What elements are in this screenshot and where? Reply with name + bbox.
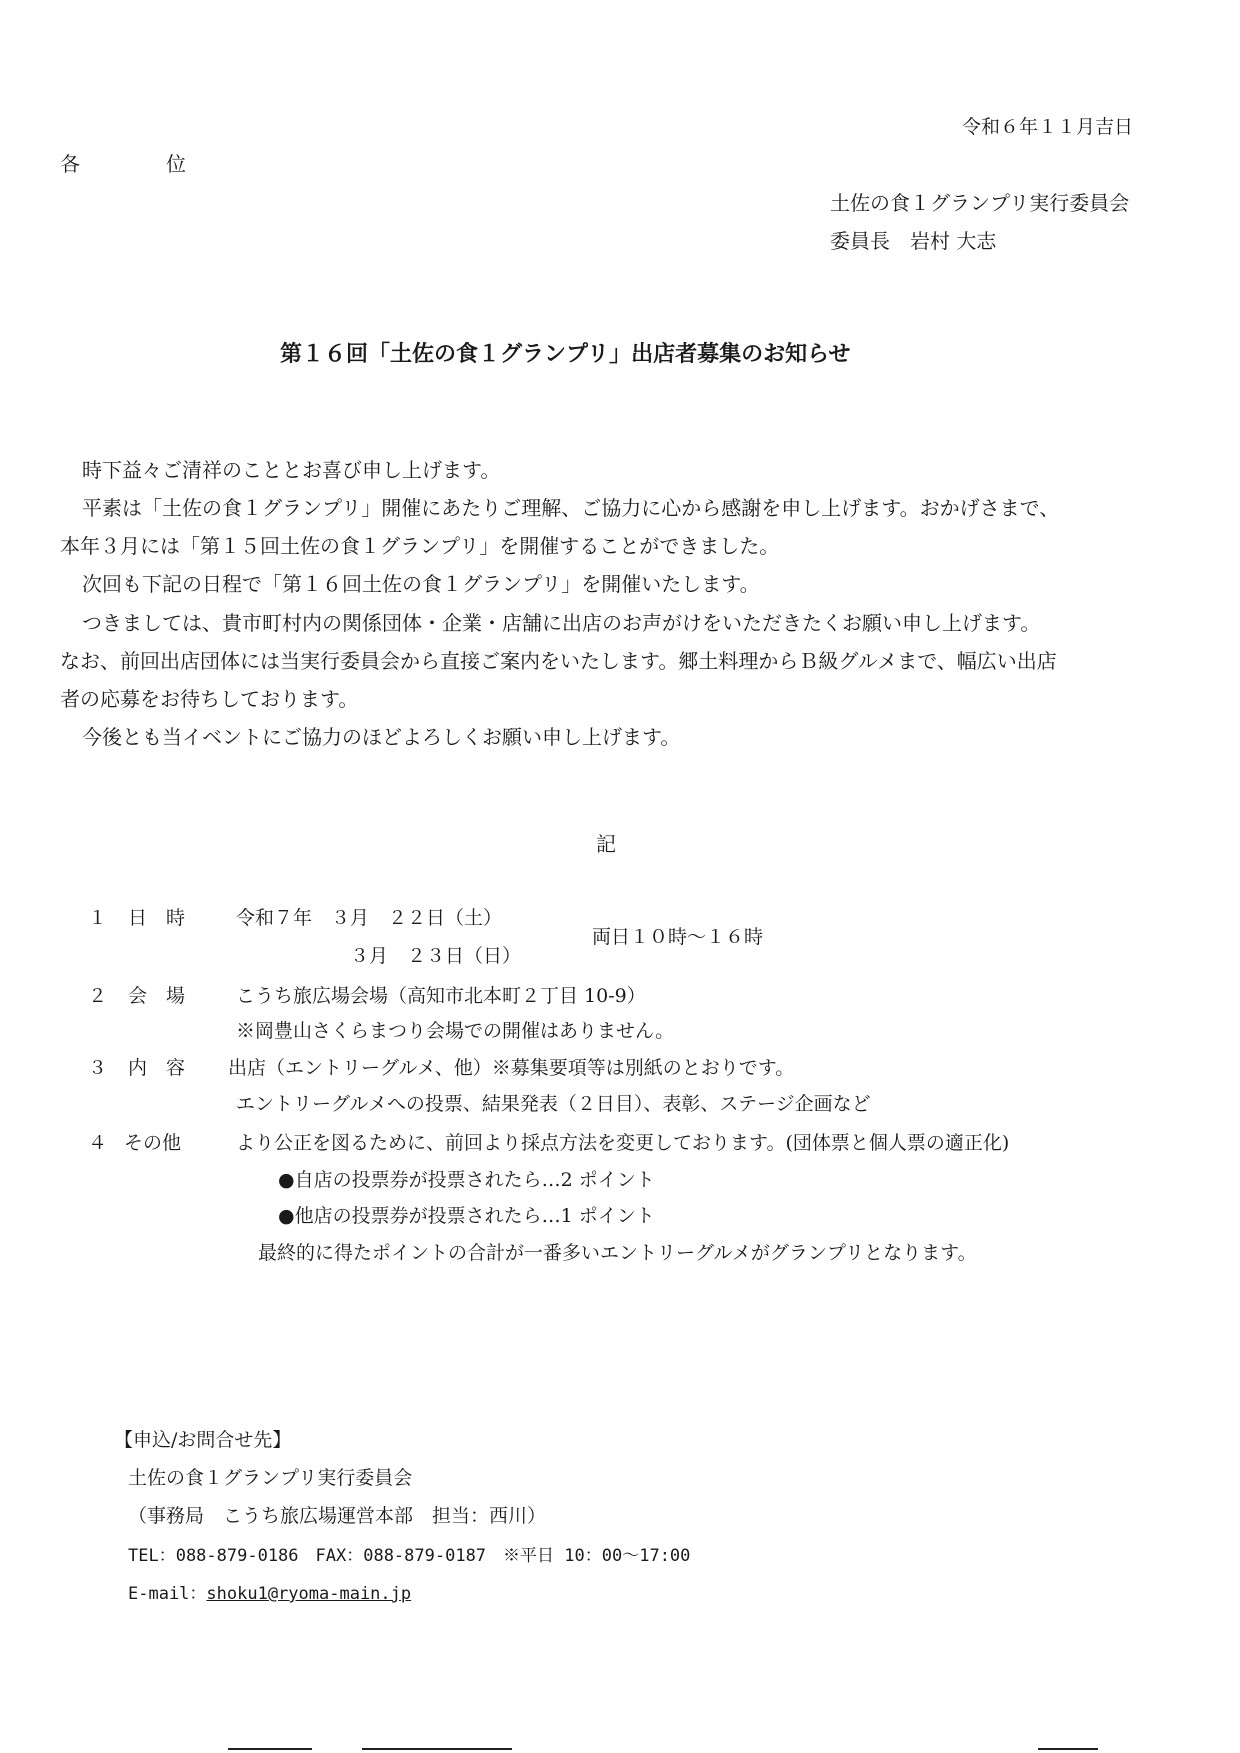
scoring-bullet-1: ●自店の投票券が投票されたら…2 ポイント	[278, 1169, 655, 1191]
body-line-6: なお、前回出店団体には当実行委員会から直接ご案内をいたします。郷土料理からＢ級グルメまで、幅広い出店	[60, 649, 1057, 673]
item-number-4: ４	[88, 1132, 108, 1154]
contact-tel-fax: TEL：088-879-0186 FAX：088-879-0187 ※平日 10：00～17:00	[128, 1546, 691, 1566]
item-number-1: １	[88, 907, 108, 929]
scan-artifact-2	[362, 1748, 512, 1750]
item-label-venue: 会 場	[128, 985, 186, 1007]
event-hours: 両日１０時～１６時	[592, 926, 764, 948]
body-line-3: 本年３月には「第１５回土佐の食１グランプリ」を開催することができました。	[60, 534, 780, 558]
scan-artifact-1	[228, 1748, 312, 1750]
scoring-bullet-2: ●他店の投票券が投票されたら…1 ポイント	[278, 1205, 655, 1227]
venue-note: ※岡豊山さくらまつり会場での開催はありません。	[236, 1020, 675, 1042]
item-number-3: ３	[88, 1057, 108, 1079]
addressee-left: 各	[60, 152, 80, 176]
body-line-8: 今後とも当イベントにご協力のほどよろしくお願い申し上げます。	[82, 725, 681, 749]
contact-email-row	[128, 1579, 411, 1604]
contact-heading: 【申込/お問合せ先】	[114, 1429, 292, 1451]
body-line-1: 時下益々ご清祥のこととお喜び申し上げます。	[82, 458, 501, 482]
email-label: E-mail：	[128, 1584, 207, 1604]
document-title: 第１６回「土佐の食１グランプリ」出店者募集のお知らせ	[280, 341, 851, 367]
body-line-4: 次回も下記の日程で「第１６回土佐の食１グランプリ」を開催いたします。	[82, 572, 760, 596]
ki-marker: 記	[596, 832, 616, 856]
item-number-2: ２	[88, 985, 108, 1007]
event-day-1: 令和７年 ３月 ２２日（土）	[236, 907, 503, 929]
contact-office: （事務局 こうち旅広場運営本部 担当：西川）	[128, 1505, 547, 1527]
other-line-1: より公正を図るために、前回より採点方法を変更しております。(団体票と個人票の適正化)	[236, 1132, 1010, 1154]
event-day-2: ３月 ２３日（日）	[350, 945, 522, 967]
item-label-other: その他	[124, 1132, 182, 1154]
item-label-content: 内 容	[128, 1057, 186, 1079]
content-line-1: 出店（エントリーグルメ、他）※募集要項等は別紙のとおりです。	[228, 1057, 795, 1079]
addressee-right: 位	[166, 152, 186, 176]
scoring-summary: 最終的に得たポイントの合計が一番多いエントリーグルメがグランプリとなります。	[258, 1242, 977, 1264]
document-date: 令和６年１１月吉日	[962, 116, 1134, 138]
content-line-2: エントリーグルメへの投票、結果発表（２日目）、表彰、ステージ企画など	[236, 1093, 871, 1115]
scan-artifact-3	[1038, 1748, 1098, 1750]
body-line-7: 者の応募をお待ちしております。	[60, 687, 359, 711]
body-line-2: 平素は「土佐の食１グランプリ」開催にあたりご理解、ご協力に心から感謝を申し上げます。おかげさまで、	[82, 496, 1060, 520]
body-line-5: つきましては、貴市町村内の関係団体・企業・店舗に出店のお声がけをいただきたくお願い申し上げます。	[82, 611, 1041, 635]
email-link[interactable]: shoku1@ryoma-main.jp	[206, 1584, 412, 1604]
venue-line-1: こうち旅広場会場（高知市北本町２丁目 10-9）	[236, 985, 646, 1007]
contact-organization: 土佐の食１グランプリ実行委員会	[128, 1467, 413, 1489]
item-label-datetime: 日 時	[128, 907, 186, 929]
sender-organization: 土佐の食１グランプリ実行委員会	[830, 191, 1130, 215]
sender-name: 委員長 岩村 大志	[830, 229, 997, 253]
